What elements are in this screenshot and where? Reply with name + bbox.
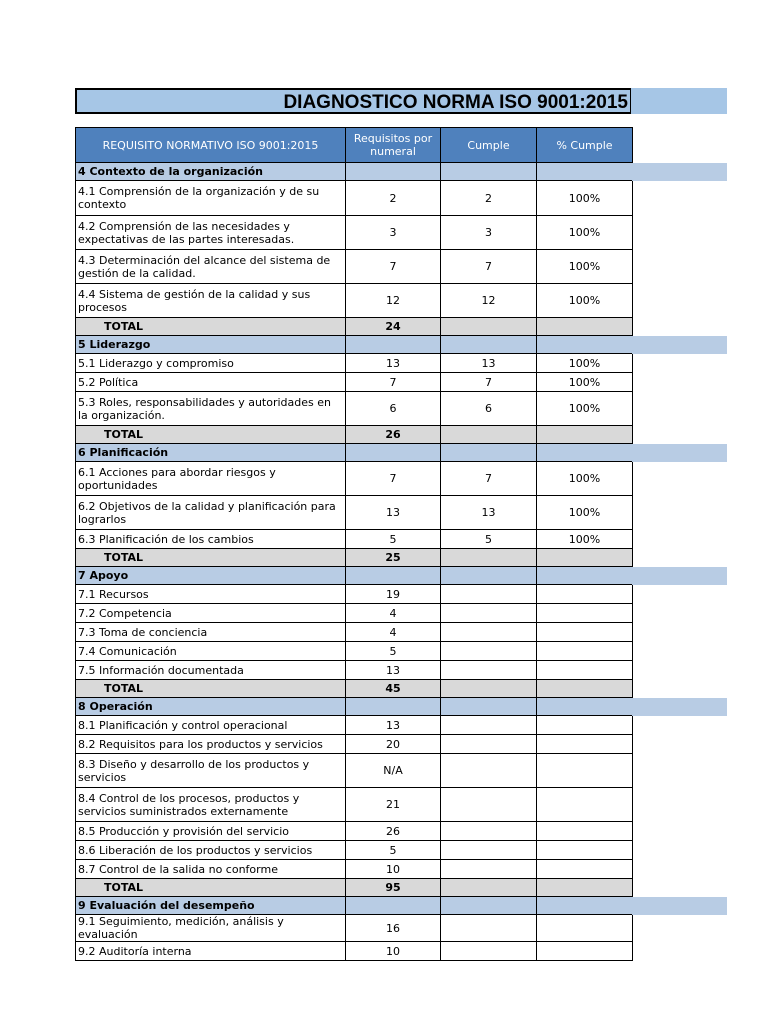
table-row (76, 942, 633, 961)
section-empty-cell (346, 698, 441, 716)
cumple-cell (441, 661, 537, 680)
pct-cumple-cell: 100% (537, 530, 633, 549)
header-pct-cumple: % Cumple (537, 128, 633, 163)
pct-cumple-cell (537, 661, 633, 680)
section-empty-cell (441, 444, 537, 462)
section-row (76, 698, 633, 716)
por-numeral-cell: 21 (346, 788, 441, 822)
section-title: 6 Planificación (76, 444, 346, 462)
table-row (76, 250, 633, 284)
total-empty-cell (537, 879, 633, 897)
por-numeral-cell: 10 (346, 860, 441, 879)
page-title: DIAGNOSTICO NORMA ISO 9001:2015 (283, 92, 628, 113)
requisito-cell: 6.3 Planificación de los cambios (76, 530, 346, 549)
cumple-cell: 5 (441, 530, 537, 549)
total-row (76, 549, 633, 567)
por-numeral-cell: 13 (346, 354, 441, 373)
table-row (76, 642, 633, 661)
por-numeral-cell: 13 (346, 716, 441, 735)
section-empty-cell (537, 567, 633, 585)
cumple-cell: 3 (441, 216, 537, 250)
cumple-cell: 6 (441, 392, 537, 426)
pct-cumple-cell (537, 735, 633, 754)
por-numeral-cell: 4 (346, 623, 441, 642)
table-row (76, 716, 633, 735)
table-row (76, 623, 633, 642)
title-fill (631, 88, 727, 114)
cumple-cell (441, 841, 537, 860)
total-empty-cell (441, 549, 537, 567)
pct-cumple-cell (537, 788, 633, 822)
pct-cumple-cell (537, 585, 633, 604)
section-fill (632, 163, 727, 181)
pct-cumple-cell: 100% (537, 392, 633, 426)
section-fill (632, 336, 727, 354)
table-row (76, 496, 633, 530)
total-value: 24 (346, 318, 441, 336)
section-empty-cell (346, 163, 441, 181)
section-fill (632, 698, 727, 716)
total-empty-cell (537, 680, 633, 698)
iso-diagnostic-table (75, 127, 633, 961)
section-fill (632, 567, 727, 585)
section-title: 5 Liderazgo (76, 336, 346, 354)
requisito-cell: 8.7 Control de la salida no conforme (76, 860, 346, 879)
table-row (76, 216, 633, 250)
requisito-cell: 6.2 Objetivos de la calidad y planificación para lograrlos (76, 496, 346, 530)
section-empty-cell (346, 336, 441, 354)
cumple-cell (441, 860, 537, 879)
cumple-cell (441, 822, 537, 841)
section-empty-cell (537, 444, 633, 462)
total-label: TOTAL (76, 680, 346, 698)
requisito-cell: 5.3 Roles, responsabilidades y autoridades en la organización. (76, 392, 346, 426)
cumple-cell (441, 915, 537, 942)
por-numeral-cell: 5 (346, 841, 441, 860)
section-empty-cell (346, 897, 441, 915)
table-row (76, 585, 633, 604)
section-row (76, 444, 633, 462)
cumple-cell (441, 642, 537, 661)
pct-cumple-cell (537, 754, 633, 788)
total-label: TOTAL (76, 426, 346, 444)
total-label: TOTAL (76, 879, 346, 897)
section-empty-cell (537, 698, 633, 716)
title-bar (75, 88, 727, 116)
pct-cumple-cell (537, 841, 633, 860)
total-label: TOTAL (76, 318, 346, 336)
por-numeral-cell: N/A (346, 754, 441, 788)
requisito-cell: 5.2 Política (76, 373, 346, 392)
requisito-cell: 9.1 Seguimiento, medición, análisis y evaluación (76, 915, 346, 942)
por-numeral-cell: 3 (346, 216, 441, 250)
section-empty-cell (441, 567, 537, 585)
cumple-cell (441, 623, 537, 642)
title-box (75, 88, 631, 114)
requisito-cell: 8.3 Diseño y desarrollo de los productos y servicios (76, 754, 346, 788)
por-numeral-cell: 10 (346, 942, 441, 961)
section-empty-cell (441, 698, 537, 716)
table-row (76, 284, 633, 318)
requisito-cell: 4.1 Comprensión de la organización y de su contexto (76, 181, 346, 216)
pct-cumple-cell: 100% (537, 250, 633, 284)
cumple-cell: 7 (441, 373, 537, 392)
section-title: 4 Contexto de la organización (76, 163, 346, 181)
table-row (76, 661, 633, 680)
requisito-cell: 8.2 Requisitos para los productos y servicios (76, 735, 346, 754)
requisito-cell: 5.1 Liderazgo y compromiso (76, 354, 346, 373)
pct-cumple-cell (537, 860, 633, 879)
pct-cumple-cell: 100% (537, 373, 633, 392)
table-row (76, 462, 633, 496)
section-fill (632, 444, 727, 462)
por-numeral-cell: 19 (346, 585, 441, 604)
cumple-cell: 2 (441, 181, 537, 216)
pct-cumple-cell: 100% (537, 354, 633, 373)
table-row (76, 915, 633, 942)
requisito-cell: 8.5 Producción y provisión del servicio (76, 822, 346, 841)
por-numeral-cell: 5 (346, 530, 441, 549)
total-empty-cell (441, 318, 537, 336)
section-empty-cell (537, 897, 633, 915)
por-numeral-cell: 2 (346, 181, 441, 216)
pct-cumple-cell (537, 822, 633, 841)
pct-cumple-cell (537, 623, 633, 642)
total-value: 26 (346, 426, 441, 444)
total-empty-cell (537, 549, 633, 567)
requisito-cell: 8.4 Control de los procesos, productos y servicios suministrados externamente (76, 788, 346, 822)
pct-cumple-cell (537, 604, 633, 623)
section-empty-cell (537, 163, 633, 181)
cumple-cell (441, 604, 537, 623)
section-title: 7 Apoyo (76, 567, 346, 585)
por-numeral-cell: 12 (346, 284, 441, 318)
requisito-cell: 8.6 Liberación de los productos y servicios (76, 841, 346, 860)
total-empty-cell (537, 426, 633, 444)
section-title: 9 Evaluación del desempeño (76, 897, 346, 915)
cumple-cell (441, 788, 537, 822)
pct-cumple-cell: 100% (537, 284, 633, 318)
section-empty-cell (346, 444, 441, 462)
total-label: TOTAL (76, 549, 346, 567)
table-row (76, 822, 633, 841)
pct-cumple-cell (537, 915, 633, 942)
total-row (76, 879, 633, 897)
pct-cumple-cell (537, 642, 633, 661)
section-row (76, 336, 633, 354)
por-numeral-cell: 7 (346, 462, 441, 496)
section-empty-cell (441, 163, 537, 181)
total-empty-cell (537, 318, 633, 336)
requisito-cell: 7.2 Competencia (76, 604, 346, 623)
por-numeral-cell: 7 (346, 373, 441, 392)
header-requisito: REQUISITO NORMATIVO ISO 9001:2015 (76, 128, 346, 163)
table-row (76, 788, 633, 822)
requisito-cell: 7.1 Recursos (76, 585, 346, 604)
table-row (76, 604, 633, 623)
header-cumple: Cumple (441, 128, 537, 163)
pct-cumple-cell: 100% (537, 496, 633, 530)
cumple-cell: 13 (441, 354, 537, 373)
por-numeral-cell: 20 (346, 735, 441, 754)
por-numeral-cell: 26 (346, 822, 441, 841)
requisito-cell: 4.3 Determinación del alcance del sistema de gestión de la calidad. (76, 250, 346, 284)
section-empty-cell (441, 336, 537, 354)
por-numeral-cell: 6 (346, 392, 441, 426)
total-value: 45 (346, 680, 441, 698)
table-row (76, 530, 633, 549)
table-row (76, 754, 633, 788)
requisito-cell: 9.2 Auditoría interna (76, 942, 346, 961)
por-numeral-cell: 7 (346, 250, 441, 284)
por-numeral-cell: 13 (346, 661, 441, 680)
table-row (76, 735, 633, 754)
total-row (76, 426, 633, 444)
header-row (76, 128, 633, 163)
por-numeral-cell: 13 (346, 496, 441, 530)
requisito-cell: 4.2 Comprensión de las necesidades y expectativas de las partes interesadas. (76, 216, 346, 250)
total-empty-cell (441, 426, 537, 444)
table-body (76, 163, 633, 961)
cumple-cell: 7 (441, 250, 537, 284)
cumple-cell: 7 (441, 462, 537, 496)
requisito-cell: 8.1 Planificación y control operacional (76, 716, 346, 735)
total-row (76, 318, 633, 336)
requisito-cell: 7.5 Información documentada (76, 661, 346, 680)
total-row (76, 680, 633, 698)
section-empty-cell (346, 567, 441, 585)
por-numeral-cell: 16 (346, 915, 441, 942)
total-value: 25 (346, 549, 441, 567)
cumple-cell: 12 (441, 284, 537, 318)
pct-cumple-cell: 100% (537, 181, 633, 216)
pct-cumple-cell (537, 942, 633, 961)
requisito-cell: 7.3 Toma de conciencia (76, 623, 346, 642)
pct-cumple-cell (537, 716, 633, 735)
section-row (76, 163, 633, 181)
table-row (76, 373, 633, 392)
section-empty-cell (441, 897, 537, 915)
section-title: 8 Operación (76, 698, 346, 716)
pct-cumple-cell: 100% (537, 462, 633, 496)
total-empty-cell (441, 879, 537, 897)
requisito-cell: 6.1 Acciones para abordar riesgos y oportunidades (76, 462, 346, 496)
cumple-cell (441, 585, 537, 604)
cumple-cell: 13 (441, 496, 537, 530)
table-row (76, 354, 633, 373)
table-row (76, 181, 633, 216)
section-empty-cell (537, 336, 633, 354)
table-row (76, 841, 633, 860)
section-fill (632, 897, 727, 915)
cumple-cell (441, 716, 537, 735)
section-row (76, 897, 633, 915)
cumple-cell (441, 754, 537, 788)
total-empty-cell (441, 680, 537, 698)
header-por-numeral: Requisitos por numeral (346, 128, 441, 163)
pct-cumple-cell: 100% (537, 216, 633, 250)
section-row (76, 567, 633, 585)
requisito-cell: 4.4 Sistema de gestión de la calidad y sus procesos (76, 284, 346, 318)
total-value: 95 (346, 879, 441, 897)
por-numeral-cell: 5 (346, 642, 441, 661)
cumple-cell (441, 735, 537, 754)
table-row (76, 392, 633, 426)
por-numeral-cell: 4 (346, 604, 441, 623)
table-row (76, 860, 633, 879)
requisito-cell: 7.4 Comunicación (76, 642, 346, 661)
cumple-cell (441, 942, 537, 961)
